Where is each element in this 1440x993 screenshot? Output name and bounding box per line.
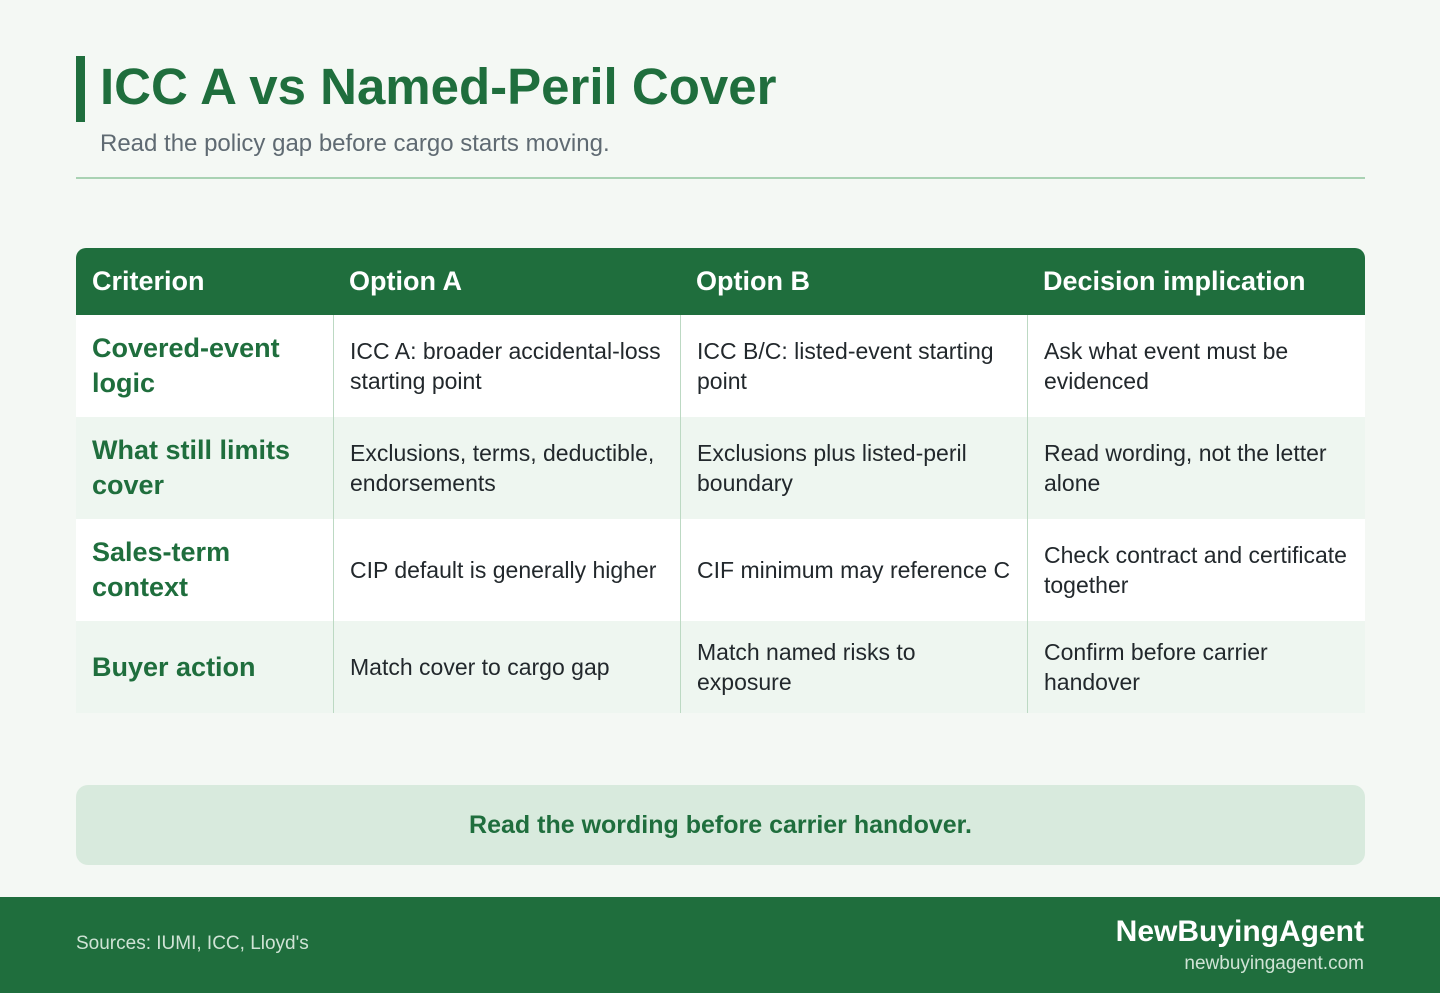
key-takeaway-callout: Read the wording before carrier handover. [76,785,1365,865]
table-row [76,315,1365,417]
implication-cell: Confirm before carrier handover [1027,621,1365,713]
table-row [76,519,1365,621]
option-b-cell: Exclusions plus listed-peril boundary [680,417,1027,519]
option-a-cell: ICC A: broader accidental-loss starting point [333,315,680,417]
column-header-decision-implication: Decision implication [1043,266,1306,296]
implication-cell: Read wording, not the letter alone [1027,417,1365,519]
criterion-cell: Covered-event logic [92,333,280,398]
option-a-cell: Exclusions, terms, deductible, endorsements [333,417,680,519]
implication-cell: Ask what event must be evidenced [1027,315,1365,417]
option-a-cell: Match cover to cargo gap [333,621,680,713]
brand-name: NewBuyingAgent [1115,915,1364,948]
column-header-option-b: Option B [696,266,810,296]
table-row [76,621,1365,713]
table-row [76,417,1365,519]
criterion-cell: What still limits cover [92,435,291,500]
option-b-cell: CIF minimum may reference C [680,519,1027,621]
implication-cell: Check contract and certificate together [1027,519,1365,621]
page-title: ICC A vs Named-Peril Cover [100,58,777,115]
column-header-option-a: Option A [349,266,462,296]
footer [0,897,1440,993]
brand-url: newbuyingagent.com [1184,953,1364,974]
option-b-cell: Match named risks to exposure [680,621,1027,713]
criterion-cell: Buyer action [92,651,256,682]
comparison-table [76,248,1365,713]
sources-note: Sources: IUMI, ICC, Lloyd's [76,933,309,954]
title-accent-bar [76,56,85,122]
option-a-cell: CIP default is generally higher [333,519,680,621]
header-divider [76,177,1365,179]
column-header-criterion: Criterion [92,266,205,296]
option-b-cell: ICC B/C: listed-event starting point [680,315,1027,417]
criterion-cell: Sales-term context [92,537,231,602]
table-header-row [76,248,1365,315]
page-subtitle: Read the policy gap before cargo starts moving. [100,130,610,157]
